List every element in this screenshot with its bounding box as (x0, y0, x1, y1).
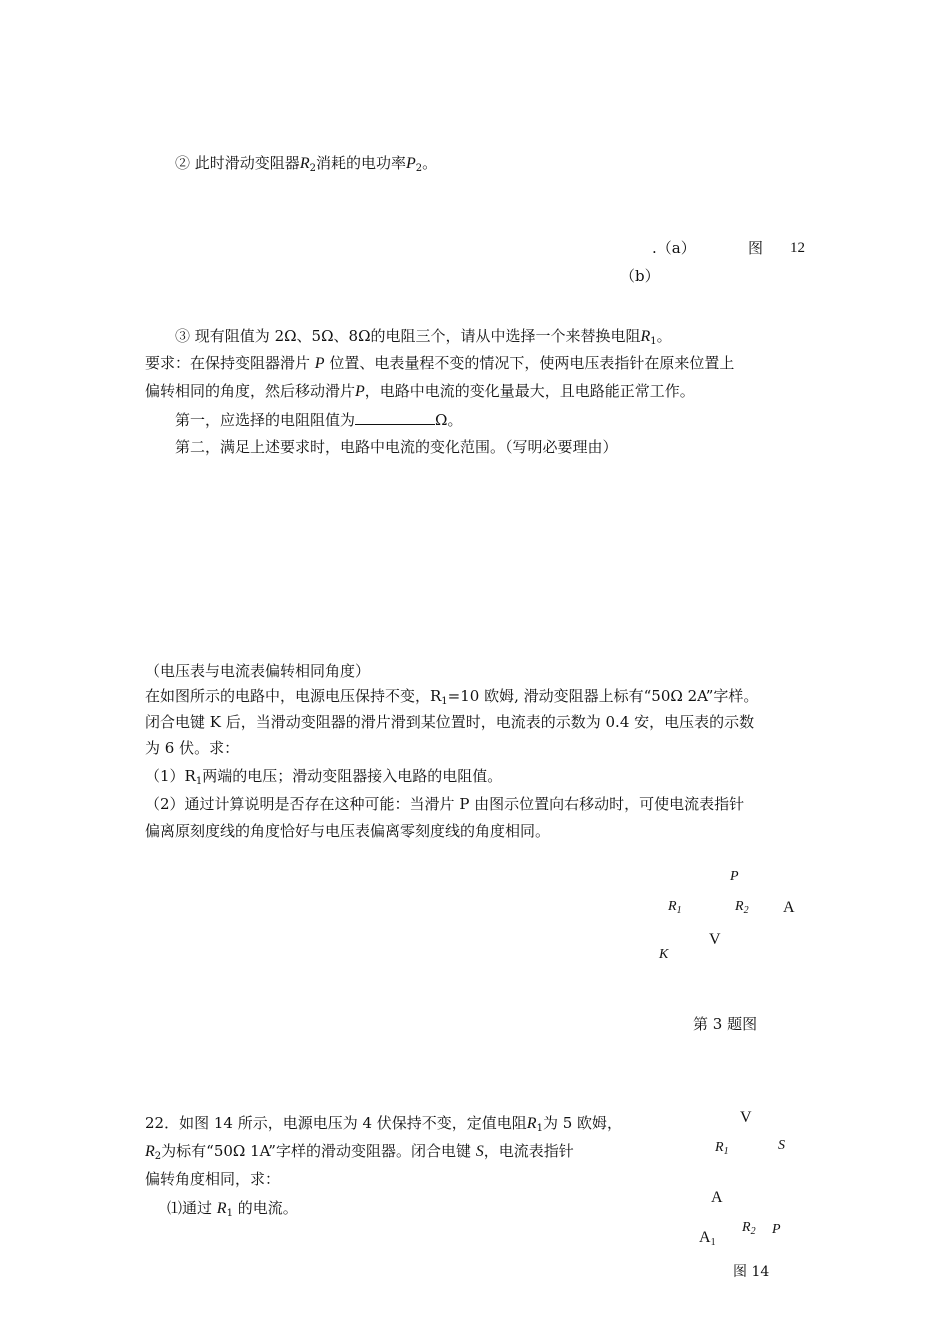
figure-14-label-s: S (778, 1138, 785, 1153)
symbol-r: R (145, 1143, 155, 1160)
figure-12-number: 12 (790, 240, 805, 256)
figure-12-word: 图 (748, 239, 764, 257)
symbol-subscript: 1 (676, 905, 682, 916)
question-text: 。 (656, 327, 672, 345)
figure-14-label-r1 (715, 1138, 729, 1158)
figure-14-label-ammeter-1 (699, 1228, 716, 1248)
question-text: Ω。 (435, 411, 463, 429)
question-text: 现有阻值为 2Ω、5Ω、8Ω的电阻三个，请从中选择一个来替换电阻 (194, 327, 641, 345)
question-text: 位置、电表量程不变的情况下，使两电压表指针在原来位置上 (329, 354, 735, 372)
question-text: 此时滑动变阻器 (194, 154, 300, 172)
symbol-p: P (405, 155, 416, 172)
question-3-line-2 (145, 353, 734, 374)
problem-text: 22．如图 14 所示，电源电压为 4 伏保持不变，定值电阻 (145, 1114, 527, 1132)
problem-text: ⑴通过 (167, 1199, 213, 1217)
symbol-p: P (314, 355, 325, 372)
figure-3-caption: 第 3 题图 (693, 1015, 758, 1033)
problem-text: =10 欧姆, 滑动变阻器上标有“50Ω 2A”字样。 (447, 687, 759, 705)
problem-3-title: （电压表与电流表偏转相同角度） (145, 662, 371, 680)
symbol-subscript: 2 (750, 1226, 756, 1237)
question-3-first (175, 409, 462, 430)
problem-3-sub-2-line-2: 偏离原刻度线的角度恰好与电压表偏离零刻度线的角度相同。 (145, 822, 551, 840)
symbol-r: R (668, 899, 677, 914)
question-3-line-1 (175, 326, 672, 347)
symbol-subscript: 1 (441, 696, 448, 707)
problem-3-line-3: 为 6 伏。求： (145, 739, 240, 757)
question-3-second: 第二，满足上述要求时，电路中电流的变化范围。（写明必要理由） (175, 438, 618, 456)
symbol-subscript: 1 (195, 776, 203, 787)
problem-22-line-2 (145, 1141, 574, 1162)
symbol-subscript: 1 (226, 1208, 233, 1219)
question-2-line (175, 153, 437, 174)
problem-text: 的电流。 (237, 1199, 298, 1217)
symbol-subscript: 2 (154, 1151, 162, 1162)
figure-14-label-ammeter: A (711, 1189, 723, 1206)
problem-22-line-3: 偏转角度相同，求： (145, 1170, 281, 1188)
figure-3-label-r2 (735, 897, 749, 917)
symbol-r: R (735, 899, 744, 914)
problem-text: 两端的电压；滑动变阻器接入电路的电阻值。 (202, 767, 503, 785)
figure-3-label-r1 (668, 897, 682, 917)
figure-3-label-p: P (730, 869, 739, 884)
problem-text: ，电流表指针 (483, 1142, 574, 1160)
problem-3-sub-1 (145, 766, 502, 786)
symbol-r: R (640, 328, 651, 345)
question-text: ，电路中电流的变化量最大，且电路能正常工作。 (364, 382, 695, 400)
figure-12-label-a: .（a） (652, 239, 696, 257)
problem-text: 为 5 欧姆， (542, 1114, 623, 1132)
figure-3-label-voltmeter: V (709, 931, 721, 948)
symbol-a: A (699, 1229, 711, 1246)
question-3-line-3 (145, 381, 695, 402)
symbol-r: R (742, 1220, 751, 1235)
symbol-r: R (715, 1140, 724, 1155)
symbol-s: S (475, 1143, 484, 1160)
problem-text: 为标有“50Ω 1A”字样的滑动变阻器。闭合电键 (161, 1142, 471, 1160)
question-number: ② (175, 154, 191, 172)
symbol-subscript: 1 (723, 1146, 729, 1157)
answer-blank[interactable] (355, 409, 435, 425)
figure-14-label-voltmeter: V (740, 1109, 752, 1126)
symbol-r: R (526, 1115, 537, 1132)
figure-14-label-p: P (772, 1222, 781, 1237)
question-text: 。 (422, 154, 438, 172)
question-text: 偏转相同的角度，然后移动滑片 (145, 382, 356, 400)
problem-text: 在如图所示的电路中，电源电压保持不变，R (145, 687, 442, 705)
question-text: 第一，应选择的电阻阻值为 (175, 411, 356, 429)
figure-14-caption: 图 14 (733, 1264, 770, 1280)
symbol-subscript: 1 (710, 1237, 716, 1248)
symbol-subscript: 1 (650, 336, 657, 347)
figure-3-label-k: K (659, 947, 669, 962)
problem-text: （1）R (145, 767, 196, 785)
symbol-p: P (355, 383, 365, 400)
figure-3-label-ammeter: A (783, 899, 795, 916)
problem-3-sub-2-line-1: （2）通过计算说明是否存在这种可能：当滑片 P 由图示位置向右移动时，可使电流表指针 (145, 795, 745, 813)
question-number: ③ (175, 327, 191, 345)
question-text: 消耗的电功率 (315, 154, 406, 172)
problem-3-line-1 (145, 686, 758, 706)
problem-22-sub-1 (167, 1198, 298, 1219)
symbol-subscript: 1 (536, 1123, 543, 1134)
problem-3-line-2: 闭合电键 K 后，当滑动变阻器的滑片滑到某位置时，电流表的示数为 0.4 安，电压表的示数 (145, 713, 755, 731)
figure-14-label-r2 (742, 1218, 756, 1238)
symbol-r: R (216, 1200, 227, 1217)
symbol-r: R (299, 155, 310, 172)
figure-12-label-b: （b） (620, 267, 660, 285)
problem-22-line-1 (145, 1113, 622, 1134)
symbol-subscript: 2 (743, 905, 749, 916)
symbol-subscript: 2 (309, 163, 316, 174)
symbol-subscript: 2 (415, 163, 423, 174)
question-text: 要求：在保持变阻器滑片 (145, 354, 311, 372)
